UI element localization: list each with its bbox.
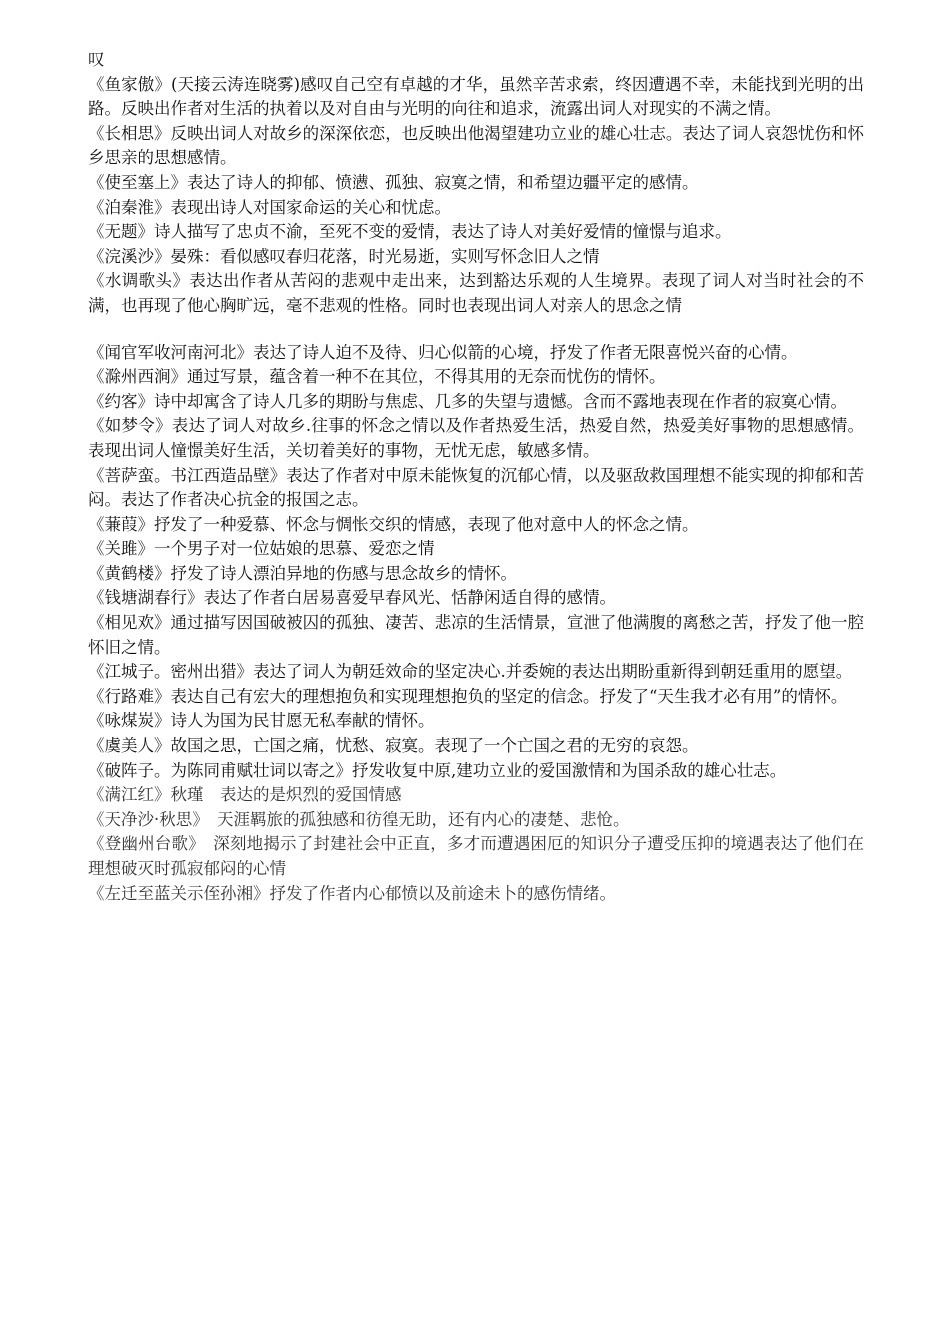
paragraph-huanxisha: 《浣溪沙》晏殊：看似感叹春归花落，时光易逝，实则写怀念旧人之情 xyxy=(88,246,600,266)
paragraph-shizhisaishang: 《使至塞上》表达了诗人的抑郁、愤懑、孤独、寂寞之情，和希望边疆平定的感情。 xyxy=(88,172,699,192)
paragraph-0: 叹 xyxy=(88,50,105,69)
paragraph-gap xyxy=(88,319,864,341)
paragraph-dengyouzhoutai: 《登幽州台歌》 深刻地揭示了封建社会中正直，多才而遭遇困厄的知识分子遭受压抑的境遇表达了他们在理想破灭时孤寂郁闷的心情 xyxy=(88,834,864,878)
paragraph-changxiangsi: 《长相思》反映出词人对故乡的深深依恋，也反映出他渴望建功立业的雄心壮志。表达了词人哀怨忧伤和怀乡思亲的思想感情。 xyxy=(88,123,864,168)
paragraph-yongmeitan: 《咏煤炭》诗人为国为民甘愿无私奉献的情怀。 xyxy=(88,711,435,731)
paragraph-manjianghong: 《满江红》秋瑾 表达的是炽烈的爱国情感 xyxy=(88,785,402,805)
paragraph-pozhenzi: 《破阵子。为陈同甫赋壮词以寄之》抒发收复中原,建功立业的爱国激情和为国杀敌的雄心壮志。 xyxy=(88,760,787,780)
paragraph-chuzhouxijian: 《滁州西涧》通过写景，蕴含着一种不在其位，不得其用的无奈而忧伤的情怀。 xyxy=(88,367,666,387)
paragraph-yujiaao: 《鱼家傲》(天接云涛连晓雾)感叹自己空有卓越的才华，虽然辛苦求索，终因遭遇不幸，未能找到光明的出路。反映出作者对生活的执着以及对自由与光明的向往和追求，流露出词人对现实的不满之情。 xyxy=(88,74,864,119)
paragraph-yueke: 《约客》诗中却寓含了诗人几多的期盼与焦虑、几多的失望与遗憾。含而不露地表现在作者的寂寞心情。 xyxy=(88,391,847,411)
paragraph-xinglunan: 《行路难》表达自己有宏大的理想抱负和实现理想抱负的坚定的信念。抒发了“天生我才必有用”的情怀。 xyxy=(88,686,848,706)
paragraph-pusaman: 《菩萨蛮。书江西造品壁》表达了作者对中原未能恢复的沉郁心情，以及驱敌救国理想不能实现的抑郁和苦闷。表达了作者决心抗金的报国之志。 xyxy=(88,465,864,510)
paragraph-yumeiren: 《虞美人》故国之思，亡国之痛，忧愁、寂寞。表现了一个亡国之君的无穷的哀怨。 xyxy=(88,736,699,756)
paragraph-tianjingsha: 《天净沙·秋思》 天涯羁旅的孤独感和彷徨无助，还有内心的凄楚、悲怆。 xyxy=(88,809,630,829)
paragraph-wenguanjun: 《闻官军收河南河北》表达了诗人迫不及待、归心似箭的心境，抒发了作者无限喜悦兴奋的心情。 xyxy=(88,342,798,362)
paragraph-rumengling: 《如梦令》表达了词人对故乡.往事的怀念之情以及作者热爱生活，热爱自然，热爱美好事物的思想感情。表现出词人憧憬美好生活，关切着美好的事物，无忧无虑，敏感多情。 xyxy=(88,416,864,460)
paragraph-huanghelou: 《黄鹤楼》抒发了诗人漂泊异地的伤感与思念故乡的情怀。 xyxy=(88,563,517,583)
paragraph-guanju: 《关雎》一个男子对一位姑娘的思慕、爱恋之情 xyxy=(88,539,435,559)
paragraph-jianjia: 《蒹葭》抒发了一种爱慕、怀念与惆怅交织的情感，表现了他对意中人的怀念之情。 xyxy=(88,514,699,534)
paragraph-boqinhuai: 《泊秦淮》表现出诗人对国家命运的关心和忧虑。 xyxy=(88,197,451,217)
paragraph-qiantanghu: 《钱塘湖春行》表达了作者白居易喜爱早春风光、恬静闲适自得的感情。 xyxy=(88,588,616,608)
paragraph-shuidiaogetou: 《水调歌头》表达出作者从苦闷的悲观中走出来，达到豁达乐观的人生境界。表现了词人对当时社会的不满，也再现了他心胸旷远，毫不悲观的性格。同时也表现出词人对亲人的思念之情 xyxy=(88,271,864,315)
paragraph-xiangjianhuan: 《相见欢》通过描写因国破被囚的孤独、凄苦、悲凉的生活情景，宣泄了他满腹的离愁之苦，抒发了他一腔怀旧之情。 xyxy=(88,613,864,657)
paragraph-jiangchengzi: 《江城子。密州出猎》表达了词人为朝廷效命的坚定决心.并委婉的表达出期盼重新得到朝廷重用的愿望。 xyxy=(88,662,853,682)
paragraph-wuti: 《无题》诗人描写了忠贞不渝，至死不变的爱情，表达了诗人对美好爱情的憧憬与追求。 xyxy=(88,222,732,242)
document-page xyxy=(88,48,864,906)
paragraph-zuoqian: 《左迁至蓝关示侄孙湘》抒发了作者内心郁愤以及前途未卜的感伤情绪。 xyxy=(88,883,616,903)
